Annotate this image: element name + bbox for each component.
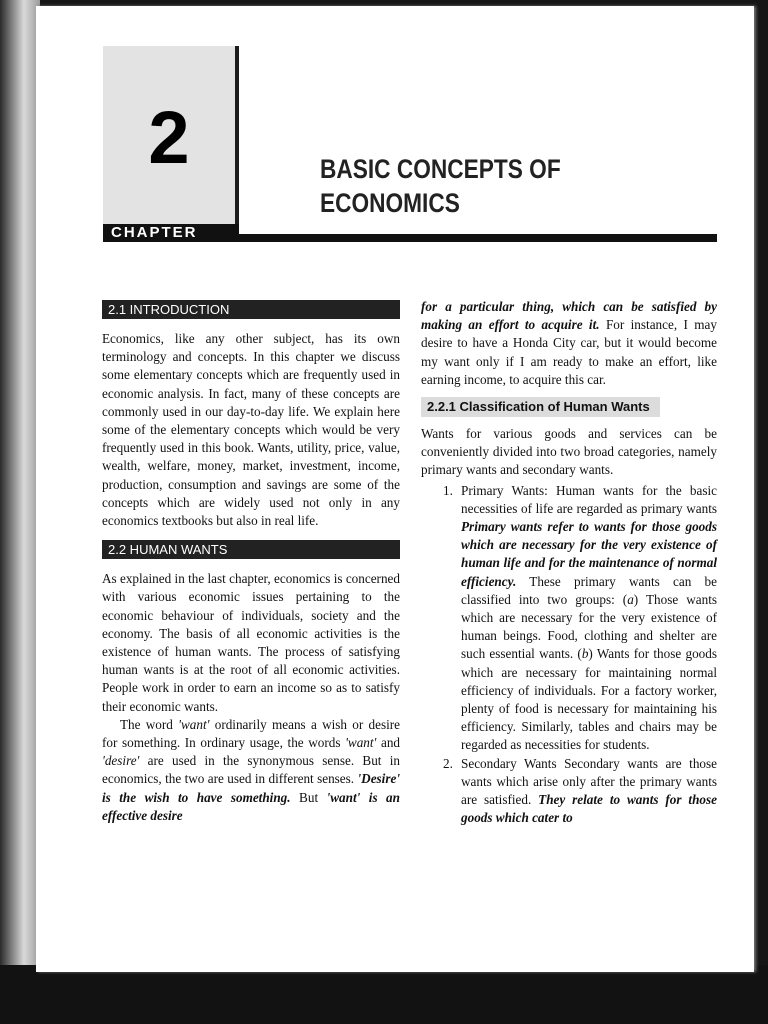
left-column bbox=[102, 300, 400, 825]
chapter-label: CHAPTER bbox=[103, 224, 239, 242]
book-page bbox=[36, 6, 754, 972]
chapter-title-line2: ECONOMICS bbox=[320, 188, 460, 218]
introduction-paragraph: Economics, like any other subject, has its own terminology and concepts. In this chapter we discuss some elementary concepts which are frequently used in economic analysis. In fact, many of these concepts are commonly used in our day-to-day life. We explain here some of the elementary concepts which would be very frequently used in this book. Wants, utility, price, value, wealth, welfare, money, market, investment, income, production, consumption and savings are some of the concepts which are widely used not only in any economics textbooks but also in real life. bbox=[102, 331, 400, 529]
classification-paragraph: Wants for various goods and services can be conveniently divided into two broad categories, namely primary wants and secondary wants. bbox=[421, 426, 717, 478]
chapter-number: 2 bbox=[148, 96, 190, 179]
section-heading-introduction: 2.1 INTRODUCTION bbox=[102, 300, 400, 319]
human-wants-paragraph-1: As explained in the last chapter, economics is concerned with various economic issues pertaining to the economic behaviour of individuals, society and the economy. The basis of all economic activities is the existence of human wants. The process of satisfying human wants is at the root of all economic activities. People work in order to earn an income so as to satisfy their economic wants. bbox=[102, 571, 400, 714]
right-column bbox=[421, 298, 717, 827]
background-shadow bbox=[0, 965, 768, 1024]
chapter-divider bbox=[235, 46, 239, 240]
list-item-primary-wants: 1. Primary Wants: Human wants for the basic necessities of life are regarded as primary wants Primary wants refer to wants for those goods which are necessary for the very existence of human life and for the maintenance of normal efficiency. These primary wants can be classified into two groups: (a) Those wants which are necessary for the very existence of human beings. Food, clothing and shelter are such essential wants. (b) Wants for those goods which are necessary for maintaining normal efficiency of individuals. For a factory worker, plenty of food is necessary for maintaining his efficiency. Similarly, tables and chairs may be regarded as necessities for students. bbox=[443, 482, 717, 753]
book-spine bbox=[0, 0, 40, 1024]
chapter-title bbox=[320, 152, 597, 220]
wants-list bbox=[421, 482, 717, 828]
list-number: 2. bbox=[443, 755, 453, 771]
title-rule bbox=[239, 234, 717, 242]
list-item-secondary-wants: 2. Secondary Wants Secondary wants are those wants which arise only after the primary wants are satisfied. They relate to wants for those goods which cater to bbox=[443, 755, 717, 826]
continued-paragraph: for a particular thing, which can be satisfied by making an effort to acquire it. For instance, I may desire to have a Honda City car, but it would become my want only if I am ready to make an effort, like earning income, to acquire this car. bbox=[421, 299, 717, 387]
subsection-heading-classification: 2.2.1 Classification of Human Wants bbox=[421, 397, 660, 417]
human-wants-paragraph-2: The word 'want' ordinarily means a wish or desire for something. In ordinary usage, the words 'want' and 'desire' are used in the synonymous sense. But in economics, the two are used in different senses. 'Desire' is the wish to have something. But 'want' is an effective desire bbox=[102, 716, 401, 823]
list-number: 1. bbox=[443, 482, 453, 498]
section-heading-human-wants: 2.2 HUMAN WANTS bbox=[102, 540, 400, 559]
chapter-title-line1: BASIC CONCEPTS OF bbox=[320, 154, 561, 184]
